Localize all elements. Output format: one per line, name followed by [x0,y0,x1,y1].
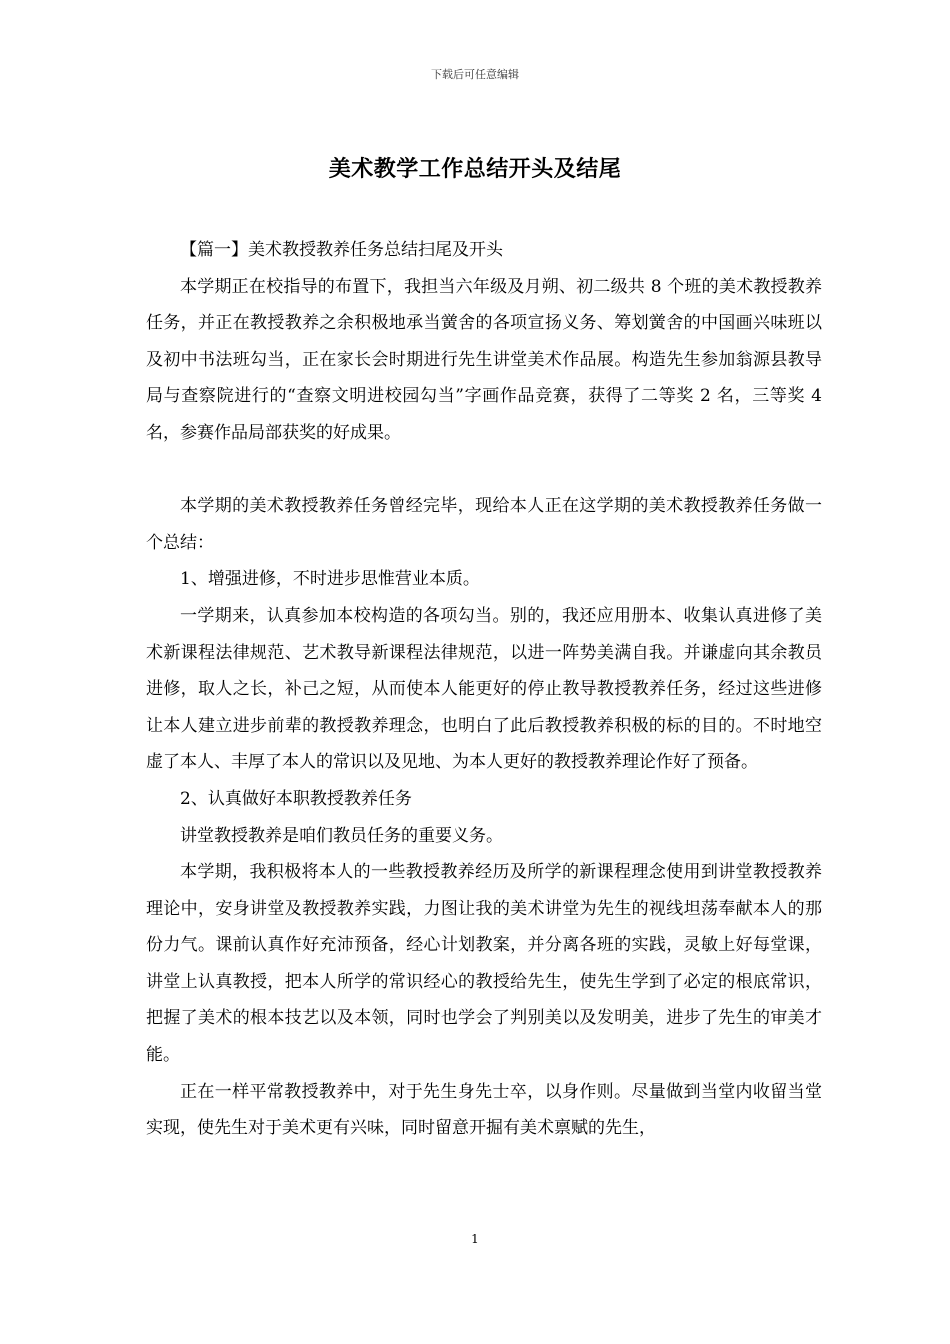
page-number: 1 [471,1232,479,1246]
document-body [146,232,822,1147]
list-item-heading: 1、增强进修，不时进步思惟营业本质。 [180,569,480,590]
body-paragraph: 本学期的美术教授教养任务曾经完毕，现给本人正在这学期的美术教授教养任务做一个总结： [146,496,822,553]
body-paragraph: 本学期正在校指导的布置下，我担当六年级及月朔、初二级共 8 个班的美术教授教养任务，并正在教授教养之余积极地承当黉舍的各项宣扬义务、筹划黉舍的中国画兴味班以及初中书法班勾当，正在家长会时期进行先生讲堂美术作品展。构造先生参加翁源县教导局与查察院进行的“查察文明进校园勾当”字画作品竞赛，获得了二等奖 2 名，三等奖 4 名，参赛作品局部获奖的好成果。 [146,276,822,443]
body-paragraph: 讲堂教授教养是咱们教员任务的重要义务。 [180,825,503,846]
header-note: 下载后可任意编辑 [431,68,519,81]
body-paragraph: 正在一样平常教授教养中，对于先生身先士卒，以身作则。尽量做到当堂内收留当堂实现，使先生对于美术更有兴味，同时留意开掘有美术禀赋的先生， [146,1081,822,1139]
body-paragraph: 一学期来，认真参加本校构造的各项勾当。别的，我还应用册本、收集认真进修了美术新课程法律规范、艺术教导新课程法律规范，以进一阵势美满自我。并谦虚向其余教员进修，取人之长，补己之短，从而使本人能更好的停止教导教授教养任务，经过这些进修让本人建立进步前辈的教授教养理念，也明白了此后教授教养积极的标的目的。不时地空虚了本人、丰厚了本人的常识以及见地、为本人更好的教授教养理论作好了预备。 [146,605,822,773]
section-heading: 【篇一】美术教授教养任务总结扫尾及开头 [180,240,503,260]
body-paragraph: 本学期，我积极将本人的一些教授教养经历及所学的新课程理念使用到讲堂教授教养理论中，安身讲堂及教授教养实践，力图让我的美术讲堂为先生的视线坦荡奉献本人的那份力气。课前认真作好充沛预备，经心计划教案，并分离各班的实践，灵敏上好每堂课，讲堂上认真教授，把本人所学的常识经心的教授给先生，使先生学到了必定的根底常识，把握了美术的根本技艺以及本领，同时也学会了判别美以及发明美，进步了先生的审美才能。 [146,862,822,1066]
blank-line [146,452,822,489]
list-item-heading: 2、认真做好本职教授教养任务 [180,788,412,809]
document-title: 美术教学工作总结开头及结尾 [328,156,622,182]
